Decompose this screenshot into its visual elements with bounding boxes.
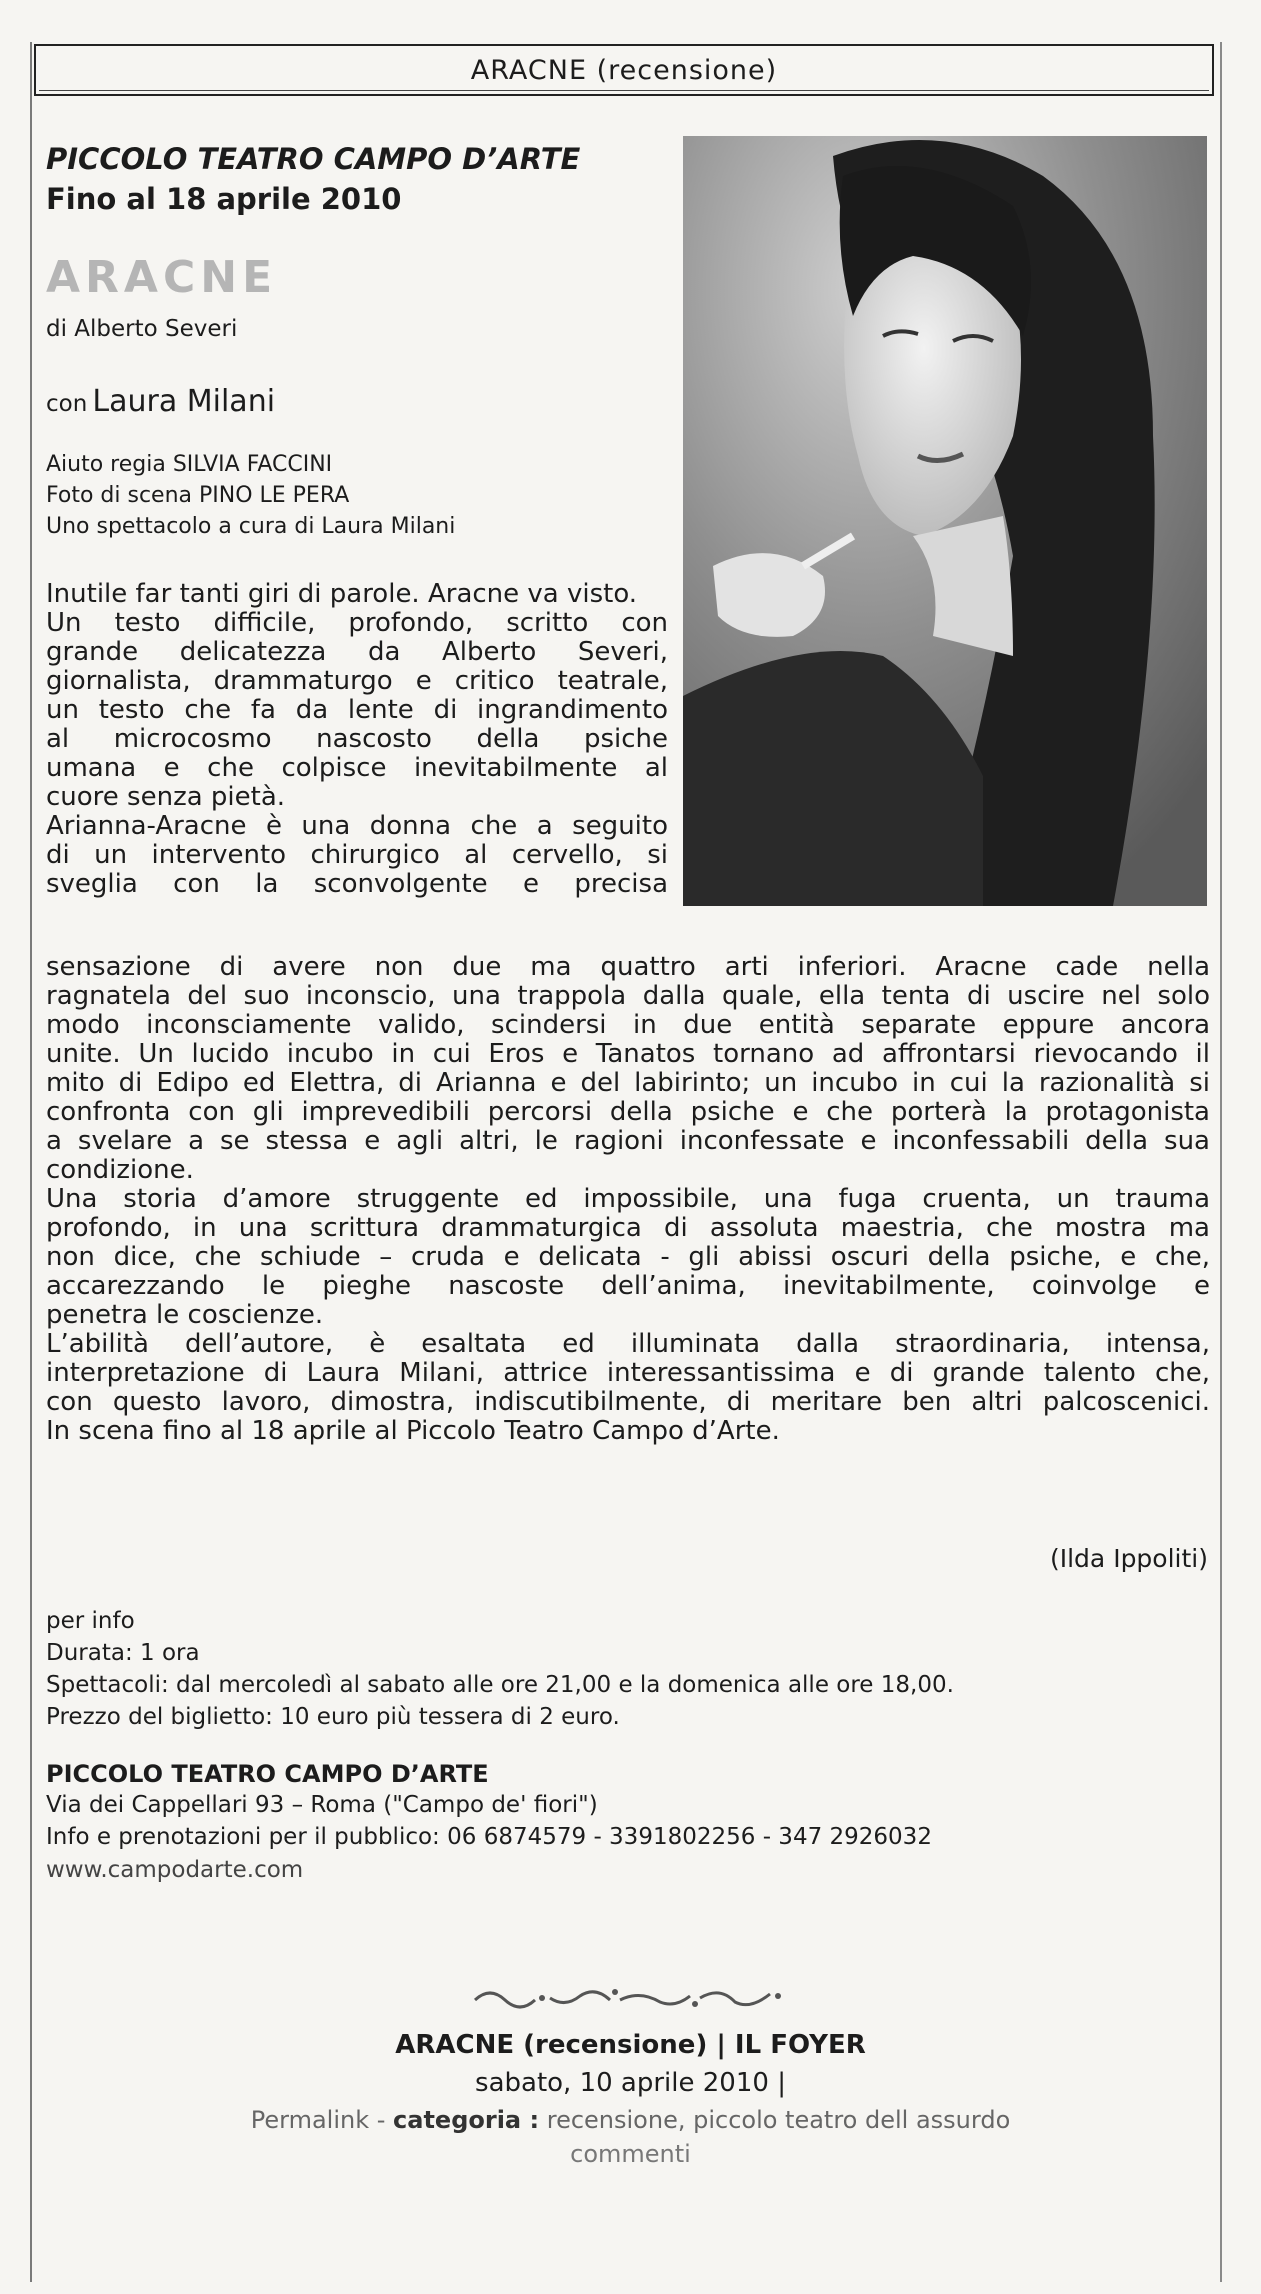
review-line: ragnatela del suo inconscio, una trappola dalla quale, ella tenta di uscire nel solo [46,981,1210,1011]
header-title: ARACNE (recensione) [470,54,778,86]
review-line: giornalista, drammaturgo e critico teatrale, [46,666,668,696]
review-line: a svelare a se stessa e agli altri, le ragioni inconfessate e inconfessabili della sua [46,1126,1210,1156]
review-line: con questo lavoro, dimostra, indiscutibilmente, di meritare ben altri palcoscenici. [46,1387,1210,1417]
review-line: L’abilità dell’autore, è esaltata ed illuminata dalla straordinaria, intensa, [46,1329,1210,1359]
credit-line: Uno spettacolo a cura di Laura Milani [46,514,456,539]
review-line: penetra le coscienze. [46,1300,324,1330]
ornament-divider [470,1978,790,2018]
theatre-name: PICCOLO TEATRO CAMPO D’ARTE [46,142,581,176]
review-line: unite. Un lucido incubo in cui Eros e Tanatos tornano ad affrontarsi rievocando il [46,1039,1210,1069]
run-dates: Fino al 18 aprile 2010 [46,182,402,216]
review-line: profondo, in una scrittura drammaturgica di assoluta maestria, che mostra ma [46,1213,1210,1243]
review-line: Una storia d’amore struggente ed impossibile, una fuga cruenta, un trauma [46,1184,1210,1214]
blog-meta-line [0,2106,1261,2134]
cast-name: Laura Milani [92,384,276,419]
review-line: Inutile far tanti giri di parole. Aracne va visto. [46,579,638,609]
category-links[interactable]: recensione, piccolo teatro dell assurdo [539,2106,1011,2134]
info-heading: per info [46,1608,135,1634]
blog-post-date: sabato, 10 aprile 2010 | [475,2068,786,2098]
cast-line [46,384,275,419]
info-address: Via dei Cappellari 93 – Roma ("Campo de' fiori") [46,1792,598,1818]
credit-line: Foto di scena PINO LE PERA [46,483,350,508]
review-line: cuore senza pietà. [46,782,286,812]
review-line: di un intervento chirurgico al cervello, si [46,840,668,870]
review-signature: (Ilda Ippoliti) [1049,1544,1208,1573]
review-line: In scena fino al 18 aprile al Piccolo Teatro Campo d’Arte. [46,1416,780,1446]
info-phones: Info e prenotazioni per il pubblico: 06 6874579 - 3391802256 - 347 2926032 [46,1824,932,1850]
header-bar [34,44,1214,96]
stage-photo [683,136,1207,906]
author-line: di Alberto Severi [46,316,238,342]
website-link[interactable]: www.campodarte.com [46,1857,304,1883]
play-title: ARACNE [46,252,278,303]
review-line: sveglia con la sconvolgente e precisa [46,869,668,899]
review-line: condizione. [46,1155,194,1185]
review-line: modo inconsciamente valido, scindersi in due entità separate eppure ancora [46,1010,1210,1040]
info-theatre-name: PICCOLO TEATRO CAMPO D’ARTE [46,1760,489,1788]
review-line: accarezzando le pieghe nascoste dell’anima, inevitabilmente, coinvolge e [46,1271,1210,1301]
permalink-link[interactable]: Permalink [250,2106,370,2134]
comments-link[interactable]: commenti [570,2140,691,2168]
cast-prefix: con [46,391,88,417]
category-label: categoria : [393,2106,540,2134]
review-line: mito di Edipo ed Elettra, di Arianna e del labirinto; un incubo in cui la razionalità si [46,1068,1210,1098]
info-duration: Durata: 1 ora [46,1640,200,1666]
info-price: Prezzo del biglietto: 10 euro più tessera di 2 euro. [46,1704,620,1730]
actress-photo-image [683,136,1207,906]
review-line: confronta con gli imprevedibili percorsi della psiche e che porterà la protagonista [46,1097,1210,1127]
meta-separator: - [369,2106,394,2134]
review-line: al microcosmo nascosto della psiche [46,724,668,754]
review-line: sensazione di avere non due ma quattro arti inferiori. Aracne cade nella [46,952,1210,982]
blog-post-title[interactable]: ARACNE (recensione) | IL FOYER [395,2030,866,2060]
info-shows: Spettacoli: dal mercoledì al sabato alle ore 21,00 e la domenica alle ore 18,00. [46,1672,954,1698]
review-line: grande delicatezza da Alberto Severi, [46,637,668,667]
credit-line: Aiuto regia SILVIA FACCINI [46,452,333,477]
review-line: Arianna-Aracne è una donna che a seguito [46,811,668,841]
review-line: interpretazione di Laura Milani, attrice interessantissima e di grande talento che, [46,1358,1210,1388]
review-line: non dice, che schiude – cruda e delicata - gli abissi oscuri della psiche, e che, [46,1242,1210,1272]
review-line: umana e che colpisce inevitabilmente al [46,753,668,783]
review-line: Un testo difficile, profondo, scritto con [46,608,668,638]
review-line: un testo che fa da lente di ingrandimento [46,695,668,725]
